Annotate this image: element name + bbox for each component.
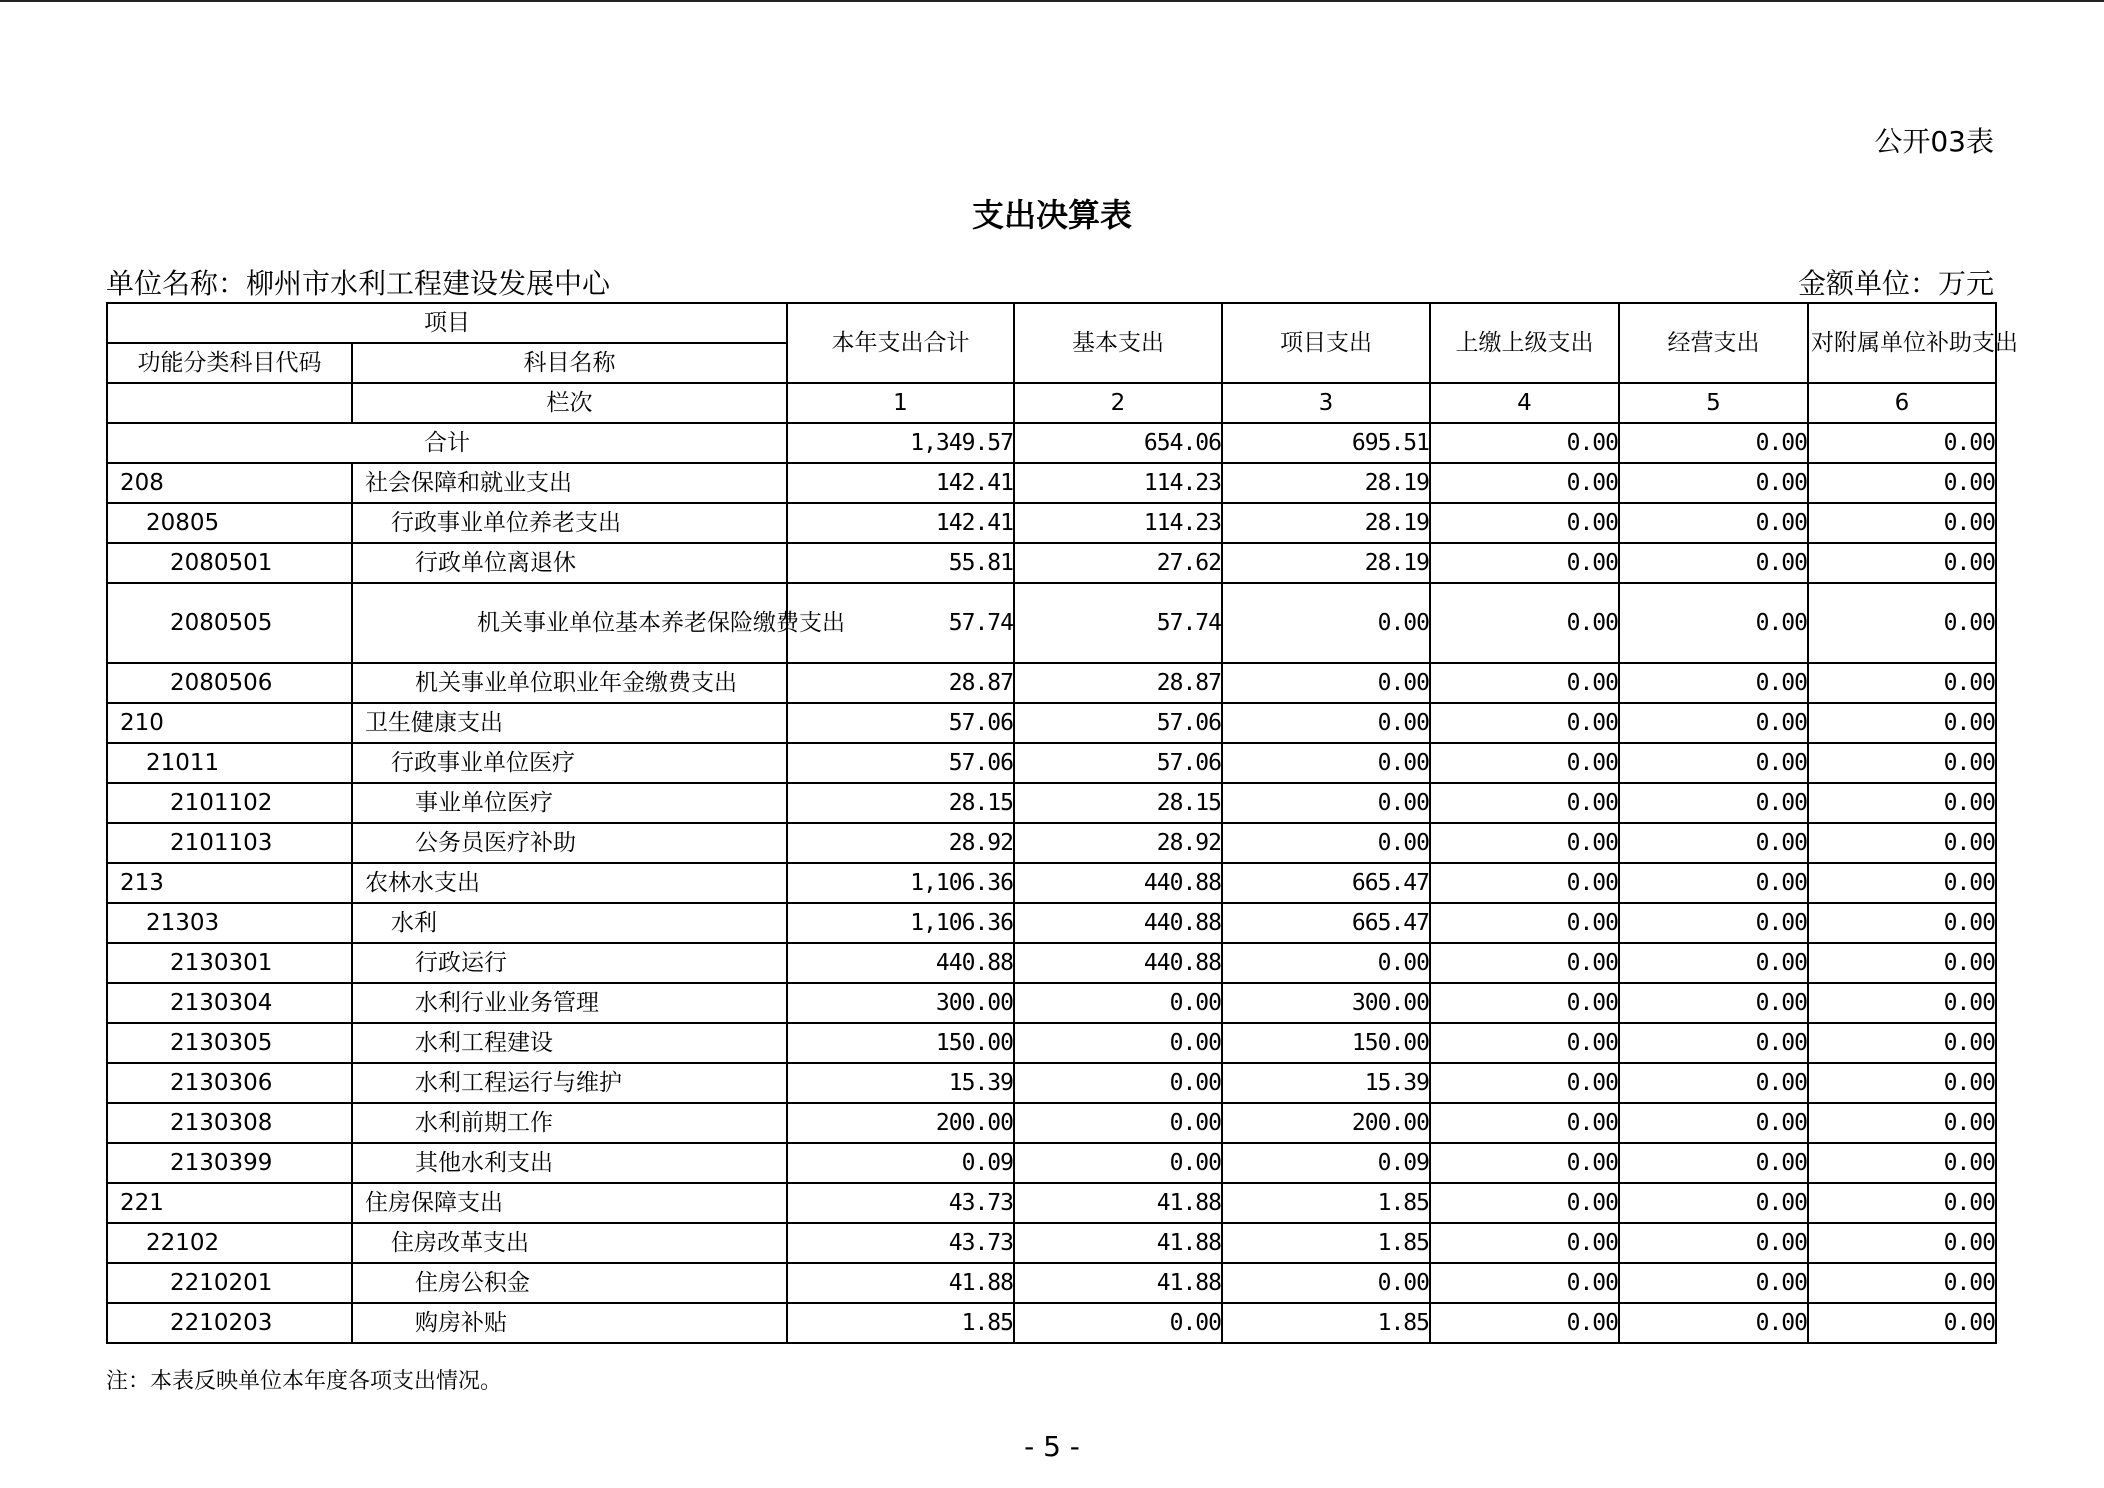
table-note: 注：本表反映单位本年度各项支出情况。 (106, 1369, 503, 1394)
col-num-2: 2 (1014, 383, 1222, 423)
header-name: 科目名称 (352, 343, 787, 383)
row-business-value: 0.00 (1619, 1223, 1808, 1263)
row-business-value: 0.00 (1619, 783, 1808, 823)
row-code: 2130304 (107, 983, 352, 1023)
header-subsidy: 对附属单位补助支出 (1808, 303, 1996, 383)
unit-name: 单位名称：柳州市水利工程建设发展中心 (106, 267, 611, 300)
row-upper-value: 0.00 (1430, 1183, 1619, 1223)
top-border-line (0, 0, 2104, 2)
row-upper-value: 0.00 (1430, 543, 1619, 583)
table-row (107, 583, 1996, 663)
row-business-value: 0.00 (1619, 1143, 1808, 1183)
row-business-value: 0.00 (1619, 1303, 1808, 1343)
row-business-value: 0.00 (1619, 1263, 1808, 1303)
row-code: 208 (107, 463, 352, 503)
row-code: 2130306 (107, 1063, 352, 1103)
row-name: 行政单位离退休 (352, 543, 787, 583)
empty-cell (107, 383, 352, 423)
row-subsidy-value: 0.00 (1808, 1223, 1996, 1263)
row-subsidy-value: 0.00 (1808, 1303, 1996, 1343)
row-subsidy-value: 0.00 (1808, 1023, 1996, 1063)
row-total-value: 1.85 (787, 1303, 1014, 1343)
row-code: 21011 (107, 743, 352, 783)
col-num-4: 4 (1430, 383, 1619, 423)
table-row (107, 903, 1996, 943)
row-project-value: 665.47 (1222, 903, 1430, 943)
header-project: 项目 (107, 303, 787, 343)
table-row (107, 1063, 1996, 1103)
row-business-value: 0.00 (1619, 743, 1808, 783)
summary-business: 0.00 (1619, 423, 1808, 463)
table-row (107, 1303, 1996, 1343)
row-code: 2130308 (107, 1103, 352, 1143)
row-total-value: 1,106.36 (787, 863, 1014, 903)
row-basic-value: 440.88 (1014, 943, 1222, 983)
row-name: 行政事业单位养老支出 (352, 503, 787, 543)
row-basic-value: 28.87 (1014, 663, 1222, 703)
row-code: 2080506 (107, 663, 352, 703)
row-project-value: 0.00 (1222, 583, 1430, 663)
row-upper-value: 0.00 (1430, 783, 1619, 823)
table-row (107, 983, 1996, 1023)
row-basic-value: 0.00 (1014, 983, 1222, 1023)
row-name: 住房公积金 (352, 1263, 787, 1303)
row-subsidy-value: 0.00 (1808, 743, 1996, 783)
expenditure-table (106, 302, 2018, 1344)
row-upper-value: 0.00 (1430, 903, 1619, 943)
row-subsidy-value: 0.00 (1808, 903, 1996, 943)
summary-label: 合计 (107, 423, 787, 463)
amount-unit: 金额单位：万元 (1797, 267, 1994, 300)
col-num-5: 5 (1619, 383, 1808, 423)
row-name: 水利工程运行与维护 (352, 1063, 787, 1103)
row-total-value: 200.00 (787, 1103, 1014, 1143)
row-upper-value: 0.00 (1430, 1143, 1619, 1183)
col-num-6: 6 (1808, 383, 1996, 423)
row-upper-value: 0.00 (1430, 823, 1619, 863)
row-total-value: 142.41 (787, 503, 1014, 543)
row-project-value: 0.00 (1222, 943, 1430, 983)
row-total-value: 43.73 (787, 1183, 1014, 1223)
page-number: - 5 - (1024, 1430, 1080, 1463)
row-name: 水利前期工作 (352, 1103, 787, 1143)
row-project-value: 28.19 (1222, 463, 1430, 503)
row-total-value: 57.74 (787, 583, 1014, 663)
row-name: 社会保障和就业支出 (352, 463, 787, 503)
row-subsidy-value: 0.00 (1808, 943, 1996, 983)
row-subsidy-value: 0.00 (1808, 1103, 1996, 1143)
row-basic-value: 57.06 (1014, 743, 1222, 783)
row-total-value: 440.88 (787, 943, 1014, 983)
row-business-value: 0.00 (1619, 943, 1808, 983)
header-upper: 上缴上级支出 (1430, 303, 1619, 383)
row-total-value: 57.06 (787, 703, 1014, 743)
row-code: 2130305 (107, 1023, 352, 1063)
row-name: 机关事业单位职业年金缴费支出 (352, 663, 787, 703)
row-name: 购房补贴 (352, 1303, 787, 1343)
row-total-value: 1,106.36 (787, 903, 1014, 943)
row-basic-value: 440.88 (1014, 863, 1222, 903)
row-project-value: 28.19 (1222, 543, 1430, 583)
row-upper-value: 0.00 (1430, 863, 1619, 903)
row-total-value: 150.00 (787, 1023, 1014, 1063)
col-num-3: 3 (1222, 383, 1430, 423)
row-subsidy-value: 0.00 (1808, 863, 1996, 903)
row-business-value: 0.00 (1619, 703, 1808, 743)
row-subsidy-value: 0.00 (1808, 983, 1996, 1023)
summary-row (107, 423, 1996, 463)
table-row (107, 503, 1996, 543)
table-row (107, 1143, 1996, 1183)
table-row (107, 863, 1996, 903)
table-row (107, 703, 1996, 743)
row-subsidy-value: 0.00 (1808, 543, 1996, 583)
row-basic-value: 41.88 (1014, 1223, 1222, 1263)
row-total-value: 142.41 (787, 463, 1014, 503)
row-code: 22102 (107, 1223, 352, 1263)
row-upper-value: 0.00 (1430, 503, 1619, 543)
row-basic-value: 28.92 (1014, 823, 1222, 863)
summary-subsidy: 0.00 (1808, 423, 1996, 463)
table-row (107, 1223, 1996, 1263)
row-total-value: 28.92 (787, 823, 1014, 863)
column-number-row (107, 383, 1996, 423)
header-code: 功能分类科目代码 (107, 343, 352, 383)
row-project-value: 0.09 (1222, 1143, 1430, 1183)
row-upper-value: 0.00 (1430, 463, 1619, 503)
row-upper-value: 0.00 (1430, 1103, 1619, 1143)
row-code: 213 (107, 863, 352, 903)
row-business-value: 0.00 (1619, 1103, 1808, 1143)
summary-basic: 654.06 (1014, 423, 1222, 463)
table-row (107, 1103, 1996, 1143)
table-row (107, 1263, 1996, 1303)
row-project-value: 15.39 (1222, 1063, 1430, 1103)
row-subsidy-value: 0.00 (1808, 703, 1996, 743)
row-name: 行政事业单位医疗 (352, 743, 787, 783)
row-total-value: 0.09 (787, 1143, 1014, 1183)
table-row (107, 743, 1996, 783)
row-basic-value: 440.88 (1014, 903, 1222, 943)
row-name: 其他水利支出 (352, 1143, 787, 1183)
row-basic-value: 0.00 (1014, 1143, 1222, 1183)
row-business-value: 0.00 (1619, 1023, 1808, 1063)
row-name: 公务员医疗补助 (352, 823, 787, 863)
row-upper-value: 0.00 (1430, 703, 1619, 743)
table-row (107, 463, 1996, 503)
row-subsidy-value: 0.00 (1808, 663, 1996, 703)
row-business-value: 0.00 (1619, 463, 1808, 503)
table-row (107, 663, 1996, 703)
row-business-value: 0.00 (1619, 1063, 1808, 1103)
row-total-value: 28.15 (787, 783, 1014, 823)
row-upper-value: 0.00 (1430, 1303, 1619, 1343)
row-subsidy-value: 0.00 (1808, 503, 1996, 543)
row-code: 2080505 (107, 583, 352, 663)
table-row (107, 1183, 1996, 1223)
row-project-value: 0.00 (1222, 703, 1430, 743)
row-subsidy-value: 0.00 (1808, 823, 1996, 863)
row-name: 事业单位医疗 (352, 783, 787, 823)
row-basic-value: 0.00 (1014, 1063, 1222, 1103)
row-basic-value: 114.23 (1014, 503, 1222, 543)
row-code: 20805 (107, 503, 352, 543)
row-name: 水利工程建设 (352, 1023, 787, 1063)
row-code: 2130399 (107, 1143, 352, 1183)
row-business-value: 0.00 (1619, 583, 1808, 663)
row-business-value: 0.00 (1619, 983, 1808, 1023)
page-title: 支出决算表 (971, 196, 1132, 234)
row-basic-value: 41.88 (1014, 1183, 1222, 1223)
row-basic-value: 28.15 (1014, 783, 1222, 823)
row-project-value: 1.85 (1222, 1303, 1430, 1343)
header-project-expense: 项目支出 (1222, 303, 1430, 383)
row-total-value: 15.39 (787, 1063, 1014, 1103)
header-total: 本年支出合计 (787, 303, 1014, 383)
form-number: 公开03表 (1874, 125, 1994, 158)
row-subsidy-value: 0.00 (1808, 583, 1996, 663)
row-project-value: 150.00 (1222, 1023, 1430, 1063)
row-upper-value: 0.00 (1430, 1063, 1619, 1103)
row-project-value: 28.19 (1222, 503, 1430, 543)
row-code: 2101102 (107, 783, 352, 823)
row-subsidy-value: 0.00 (1808, 463, 1996, 503)
row-total-value: 57.06 (787, 743, 1014, 783)
row-business-value: 0.00 (1619, 823, 1808, 863)
table-row (107, 783, 1996, 823)
row-upper-value: 0.00 (1430, 1223, 1619, 1263)
row-total-value: 41.88 (787, 1263, 1014, 1303)
table-row (107, 943, 1996, 983)
row-total-value: 43.73 (787, 1223, 1014, 1263)
row-total-value: 55.81 (787, 543, 1014, 583)
row-name: 水利 (352, 903, 787, 943)
row-subsidy-value: 0.00 (1808, 1063, 1996, 1103)
row-name: 行政运行 (352, 943, 787, 983)
row-code: 2080501 (107, 543, 352, 583)
row-code: 221 (107, 1183, 352, 1223)
col-num-1: 1 (787, 383, 1014, 423)
row-business-value: 0.00 (1619, 903, 1808, 943)
row-code: 2101103 (107, 823, 352, 863)
row-upper-value: 0.00 (1430, 983, 1619, 1023)
row-code: 2210201 (107, 1263, 352, 1303)
row-upper-value: 0.00 (1430, 583, 1619, 663)
row-basic-value: 114.23 (1014, 463, 1222, 503)
row-total-value: 300.00 (787, 983, 1014, 1023)
row-basic-value: 57.06 (1014, 703, 1222, 743)
row-subsidy-value: 0.00 (1808, 783, 1996, 823)
row-upper-value: 0.00 (1430, 1263, 1619, 1303)
row-project-value: 300.00 (1222, 983, 1430, 1023)
row-name: 卫生健康支出 (352, 703, 787, 743)
row-name: 水利行业业务管理 (352, 983, 787, 1023)
row-basic-value: 0.00 (1014, 1303, 1222, 1343)
row-project-value: 1.85 (1222, 1223, 1430, 1263)
row-project-value: 665.47 (1222, 863, 1430, 903)
row-business-value: 0.00 (1619, 543, 1808, 583)
row-project-value: 1.85 (1222, 1183, 1430, 1223)
row-basic-value: 0.00 (1014, 1103, 1222, 1143)
table-row (107, 543, 1996, 583)
row-project-value: 0.00 (1222, 823, 1430, 863)
row-project-value: 0.00 (1222, 783, 1430, 823)
row-subsidy-value: 0.00 (1808, 1183, 1996, 1223)
table-row (107, 823, 1996, 863)
row-code: 2210203 (107, 1303, 352, 1343)
column-label: 栏次 (352, 383, 787, 423)
row-code: 2130301 (107, 943, 352, 983)
table-row (107, 1023, 1996, 1063)
row-basic-value: 41.88 (1014, 1263, 1222, 1303)
row-upper-value: 0.00 (1430, 1023, 1619, 1063)
row-name: 住房保障支出 (352, 1183, 787, 1223)
row-upper-value: 0.00 (1430, 663, 1619, 703)
row-project-value: 200.00 (1222, 1103, 1430, 1143)
row-name: 机关事业单位基本养老保险缴费支出 (352, 583, 787, 663)
row-basic-value: 27.62 (1014, 543, 1222, 583)
row-code: 21303 (107, 903, 352, 943)
row-upper-value: 0.00 (1430, 943, 1619, 983)
row-subsidy-value: 0.00 (1808, 1143, 1996, 1183)
row-upper-value: 0.00 (1430, 743, 1619, 783)
row-name: 住房改革支出 (352, 1223, 787, 1263)
row-total-value: 28.87 (787, 663, 1014, 703)
row-basic-value: 57.74 (1014, 583, 1222, 663)
summary-total: 1,349.57 (787, 423, 1014, 463)
row-business-value: 0.00 (1619, 1183, 1808, 1223)
row-project-value: 0.00 (1222, 743, 1430, 783)
row-business-value: 0.00 (1619, 863, 1808, 903)
row-business-value: 0.00 (1619, 663, 1808, 703)
header-row-1 (107, 303, 1996, 343)
row-basic-value: 0.00 (1014, 1023, 1222, 1063)
header-basic: 基本支出 (1014, 303, 1222, 383)
row-subsidy-value: 0.00 (1808, 1263, 1996, 1303)
row-name: 农林水支出 (352, 863, 787, 903)
summary-upper: 0.00 (1430, 423, 1619, 463)
header-business: 经营支出 (1619, 303, 1808, 383)
row-project-value: 0.00 (1222, 663, 1430, 703)
row-business-value: 0.00 (1619, 503, 1808, 543)
summary-project: 695.51 (1222, 423, 1430, 463)
row-code: 210 (107, 703, 352, 743)
row-project-value: 0.00 (1222, 1263, 1430, 1303)
